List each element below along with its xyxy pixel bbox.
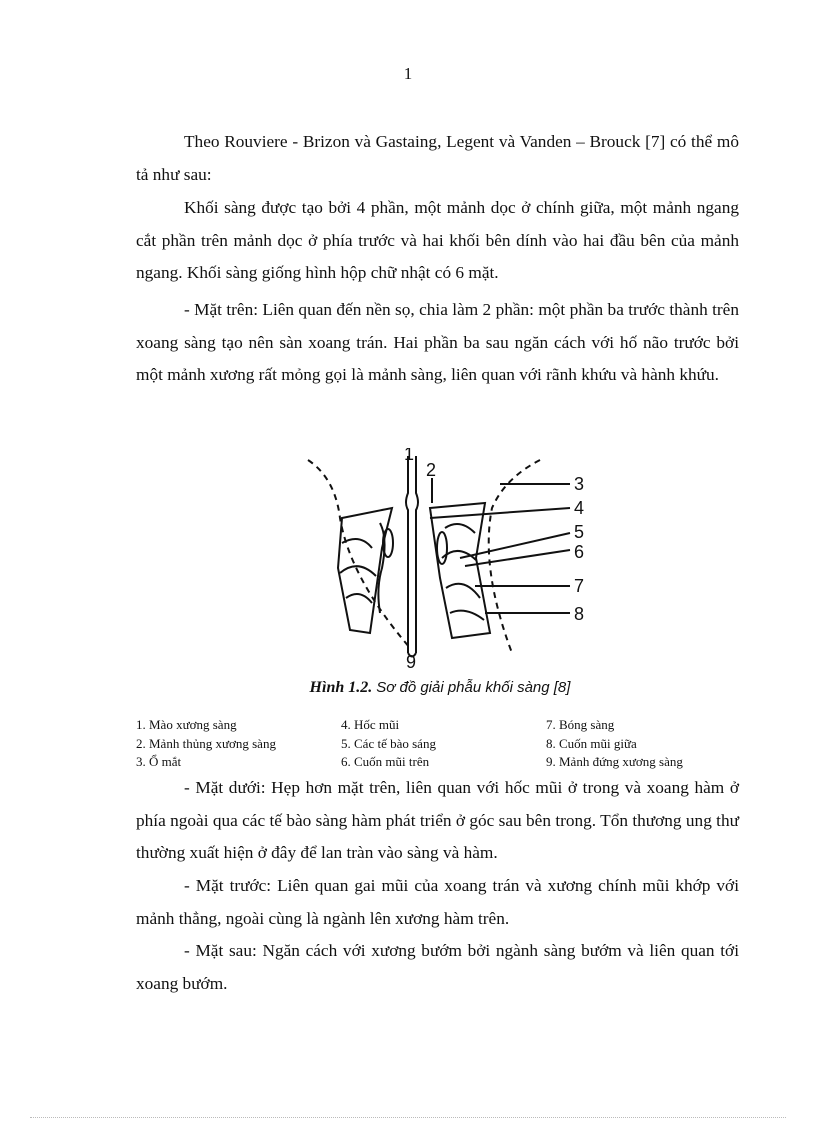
page-number: 1 <box>403 64 413 83</box>
legend-item: 7. Bóng sàng <box>546 717 615 732</box>
ethmoid-anatomy-diagram <box>280 448 600 670</box>
figure-label-9: 9 <box>406 652 417 670</box>
legend-column-1 <box>136 716 276 772</box>
paragraph-bottom-face: - Mặt dưới: Hẹp hơn mặt trên, liên quan với hốc mũi ở trong và xoang hàm ở phía ngoài qua các tế bào sàng hàm phát triển ở góc sau bên trong. Tổn thương ung thư thường xuất hiện ở đây để lan tràn vào sàng và hàm. <box>136 778 739 862</box>
paragraph-top-face: - Mặt trên: Liên quan đến nền sọ, chia làm 2 phần: một phần ba trước thành trên xoang sàng tạo nên sàn xoang trán. Hai phần ba sau ngăn cách với hố não trước bởi một mảnh xương rất mỏng gọi là mảnh sàng, liên quan với rãnh khứu và hành khứu. <box>136 300 739 384</box>
paragraph-structure: Khối sàng được tạo bởi 4 phần, một mảnh dọc ở chính giữa, một mảnh ngang cắt phần trên mảnh dọc ở phía trước và hai khối bên dính vào hai đầu bên của mảnh ngang. Khối sàng giống hình hộp chữ nhật có 6 mặt. <box>136 198 739 282</box>
caption-text: Sơ đồ giải phẫu khối sàng [8] <box>376 679 571 696</box>
figure-caption <box>0 679 816 697</box>
paragraph-back-face: - Mặt sau: Ngăn cách với xương bướm bởi ngành sàng bướm và liên quan tới xoang bướm. <box>136 941 739 993</box>
legend-item: 5. Các tế bào sáng <box>341 735 436 751</box>
figure-label-6: 6 <box>574 542 585 562</box>
figure-label-8: 8 <box>574 604 585 624</box>
legend-item: 1. Mào xương sàng <box>136 717 237 732</box>
paragraph-front-face: - Mặt trước: Liên quan gai mũi của xoang trán và xương chính mũi khớp với mảnh thẳng, ngoài cùng là ngành lên xương hàm trên. <box>136 876 739 928</box>
legend-item: 9. Mảnh đứng xương sàng <box>546 754 683 769</box>
legend-item: 2. Mảnh thủng xương sàng <box>136 735 276 751</box>
perpendicular-plate <box>406 456 418 657</box>
left-orbit-arc <box>308 460 410 648</box>
legend-item: 4. Hốc mũi <box>341 717 400 732</box>
legend-item: 8. Cuốn mũi giữa <box>546 735 637 751</box>
figure-label-7: 7 <box>574 576 585 596</box>
figure-label-4: 4 <box>574 498 585 518</box>
legend-column-3 <box>546 716 683 772</box>
figure-label-3: 3 <box>574 474 585 494</box>
figure-label-1: 1 <box>404 448 415 464</box>
paragraph-intro: Theo Rouviere - Brizon và Gastaing, Legent và Vanden – Brouck [7] có thể mô tả như sau: <box>136 132 739 184</box>
legend-item: 3. Ổ mắt <box>136 754 182 769</box>
figure-label-2: 2 <box>426 460 437 480</box>
left-ethmoid-labyrinth <box>338 508 392 633</box>
legend-column-2 <box>341 716 436 772</box>
figure-label-5: 5 <box>574 522 585 542</box>
legend-item: 6. Cuốn mũi trên <box>341 754 430 769</box>
page-bottom-rule <box>30 1117 786 1118</box>
caption-label: Hình 1.2. <box>309 679 373 696</box>
